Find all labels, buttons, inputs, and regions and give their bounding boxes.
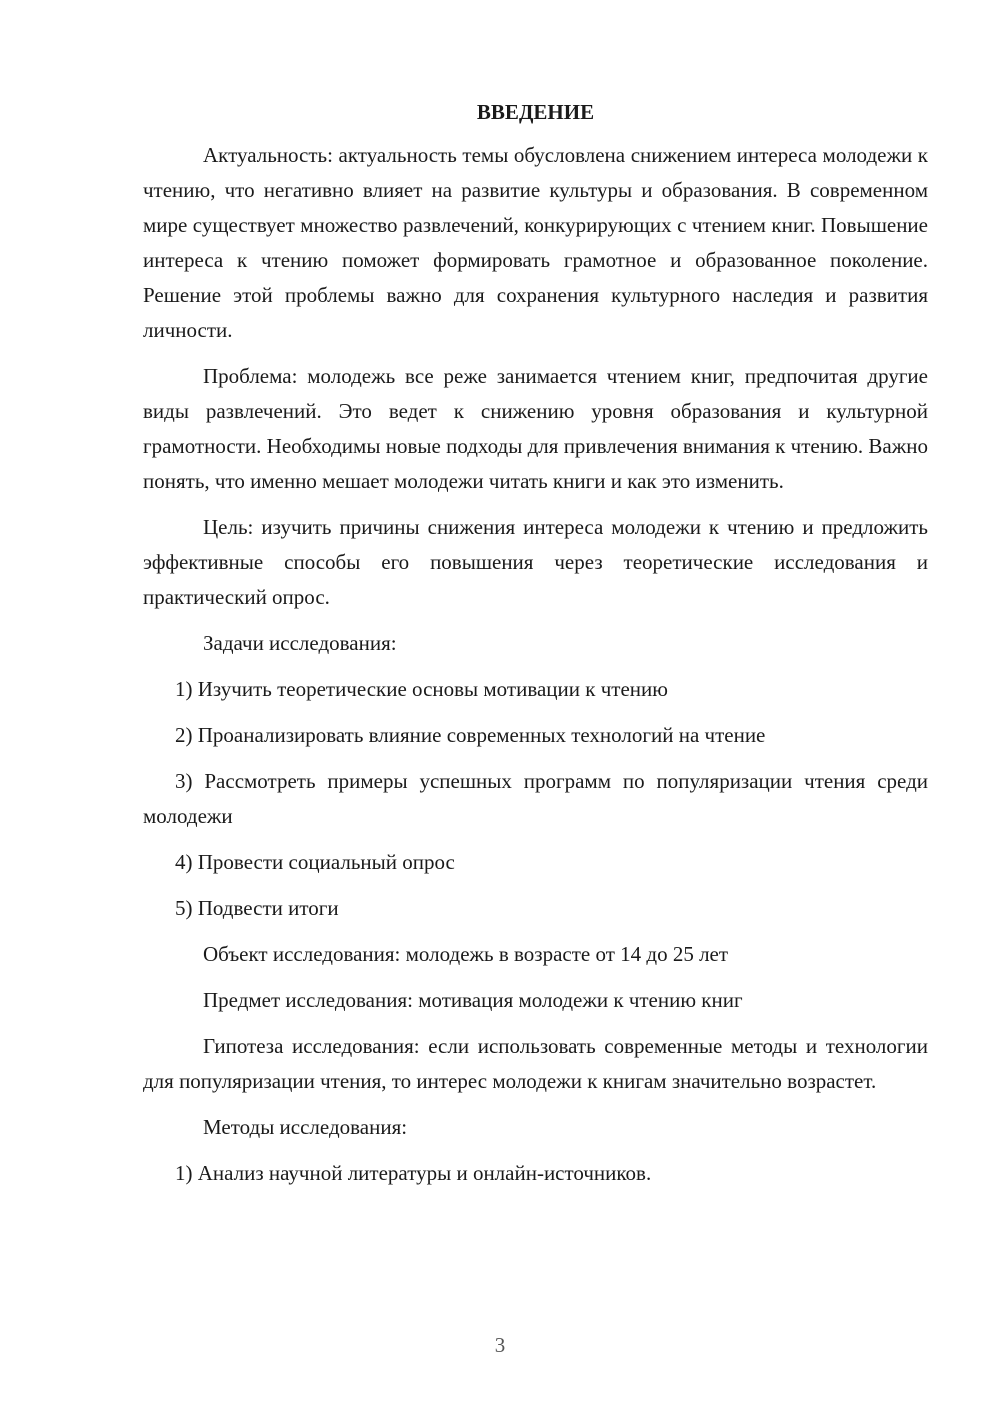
hypothesis-paragraph: Гипотеза исследования: если использовать современные методы и технологии для популяризации чтения, то интерес молодежи к книгам значительно возрастет. [143, 1034, 928, 1093]
task-item-1: 1) Изучить теоретические основы мотивации к чтению [175, 677, 668, 701]
object-paragraph: Объект исследования: молодежь в возрасте от 14 до 25 лет [203, 942, 729, 966]
subject-paragraph: Предмет исследования: мотивация молодежи к чтению книг [203, 988, 743, 1012]
document-page [143, 96, 928, 1202]
method-item-1: 1) Анализ научной литературы и онлайн-источников. [175, 1161, 652, 1185]
task-item-4: 4) Провести социальный опрос [175, 850, 455, 874]
page-number: 3 [494, 1333, 506, 1357]
task-item-3: 3) Рассмотреть примеры успешных программ по популяризации чтения среди молодежи [143, 769, 928, 828]
task-item-2: 2) Проанализировать влияние современных технологий на чтение [175, 723, 766, 747]
relevance-paragraph: Актуальность: актуальность темы обусловлена снижением интереса молодежи к чтению, что негативно влияет на развитие культуры и образования. В современном мире существует множество развлечений, конкурирующих с чтением книг. Повышение интереса к чтению поможет формировать грамотное и образованное поколение. Решение этой проблемы важно для сохранения культурного наследия и развития личности. [143, 143, 928, 342]
task-item-5: 5) Подвести итоги [175, 896, 339, 920]
goal-paragraph: Цель: изучить причины снижения интереса молодежи к чтению и предложить эффективные способы его повышения через теоретические исследования и практический опрос. [143, 515, 928, 609]
tasks-heading: Задачи исследования: [203, 631, 397, 655]
problem-paragraph: Проблема: молодежь все реже занимается чтением книг, предпочитая другие виды развлечений. Это ведет к снижению уровня образования и культурной грамотности. Необходимы новые подходы для привлечения внимания к чтению. Важно понять, что именно мешает молодежи читать книги и как это изменить. [143, 364, 928, 493]
methods-heading: Методы исследования: [203, 1115, 408, 1139]
section-title: ВВЕДЕНИЕ [476, 100, 595, 124]
